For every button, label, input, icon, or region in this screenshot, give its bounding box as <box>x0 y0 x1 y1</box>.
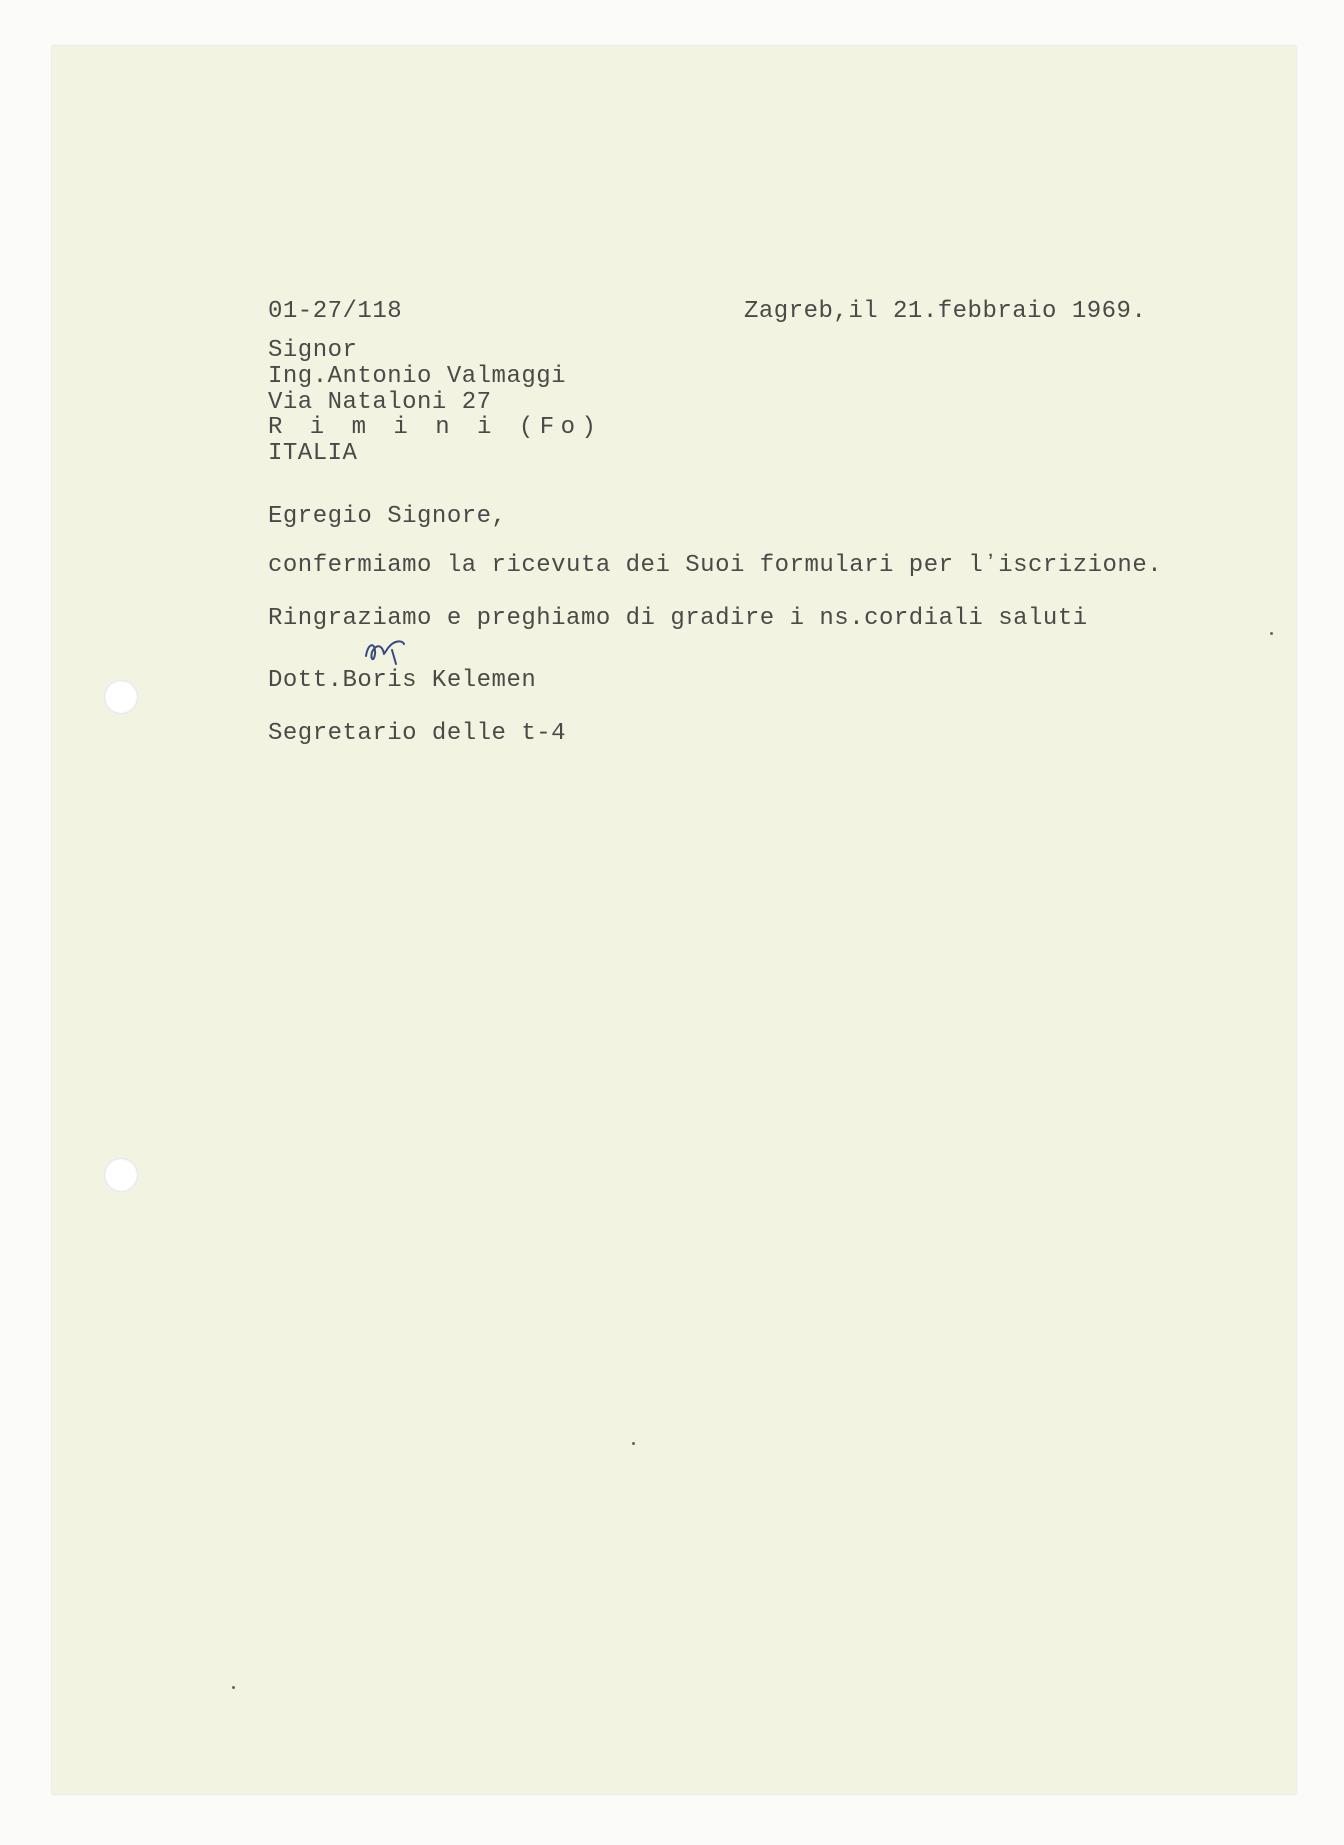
recipient-title: Signor <box>268 337 358 364</box>
handwritten-initials <box>362 632 408 670</box>
paper-speck <box>232 1686 235 1689</box>
place-date: Zagreb,il 21.febbraio 1969. <box>744 298 1147 325</box>
reference-number: 01-27/118 <box>268 298 403 325</box>
paper-speck <box>632 1442 635 1445</box>
punch-hole-top <box>104 680 138 714</box>
body-line-confirmation: confermiamo la ricevuta dei Suoi formulari per lʼiscrizione. <box>268 552 1163 579</box>
body-line-greeting: Ringraziamo e preghiamo di gradire i ns.cordiali saluti <box>268 605 1088 632</box>
signer-title: Segretario delle t-4 <box>268 720 567 747</box>
salutation: Egregio Signore, <box>268 503 507 530</box>
signer-name: Dott.Boris Kelemen <box>268 667 537 694</box>
recipient-name: Ing.Antonio Valmaggi <box>268 363 567 390</box>
recipient-street: Via Nataloni 27 <box>268 389 492 416</box>
recipient-city: R i m i n i (Fo) <box>268 414 603 441</box>
punch-hole-bottom <box>104 1158 138 1192</box>
paper-speck <box>1270 632 1273 635</box>
recipient-country: ITALIA <box>268 440 358 467</box>
